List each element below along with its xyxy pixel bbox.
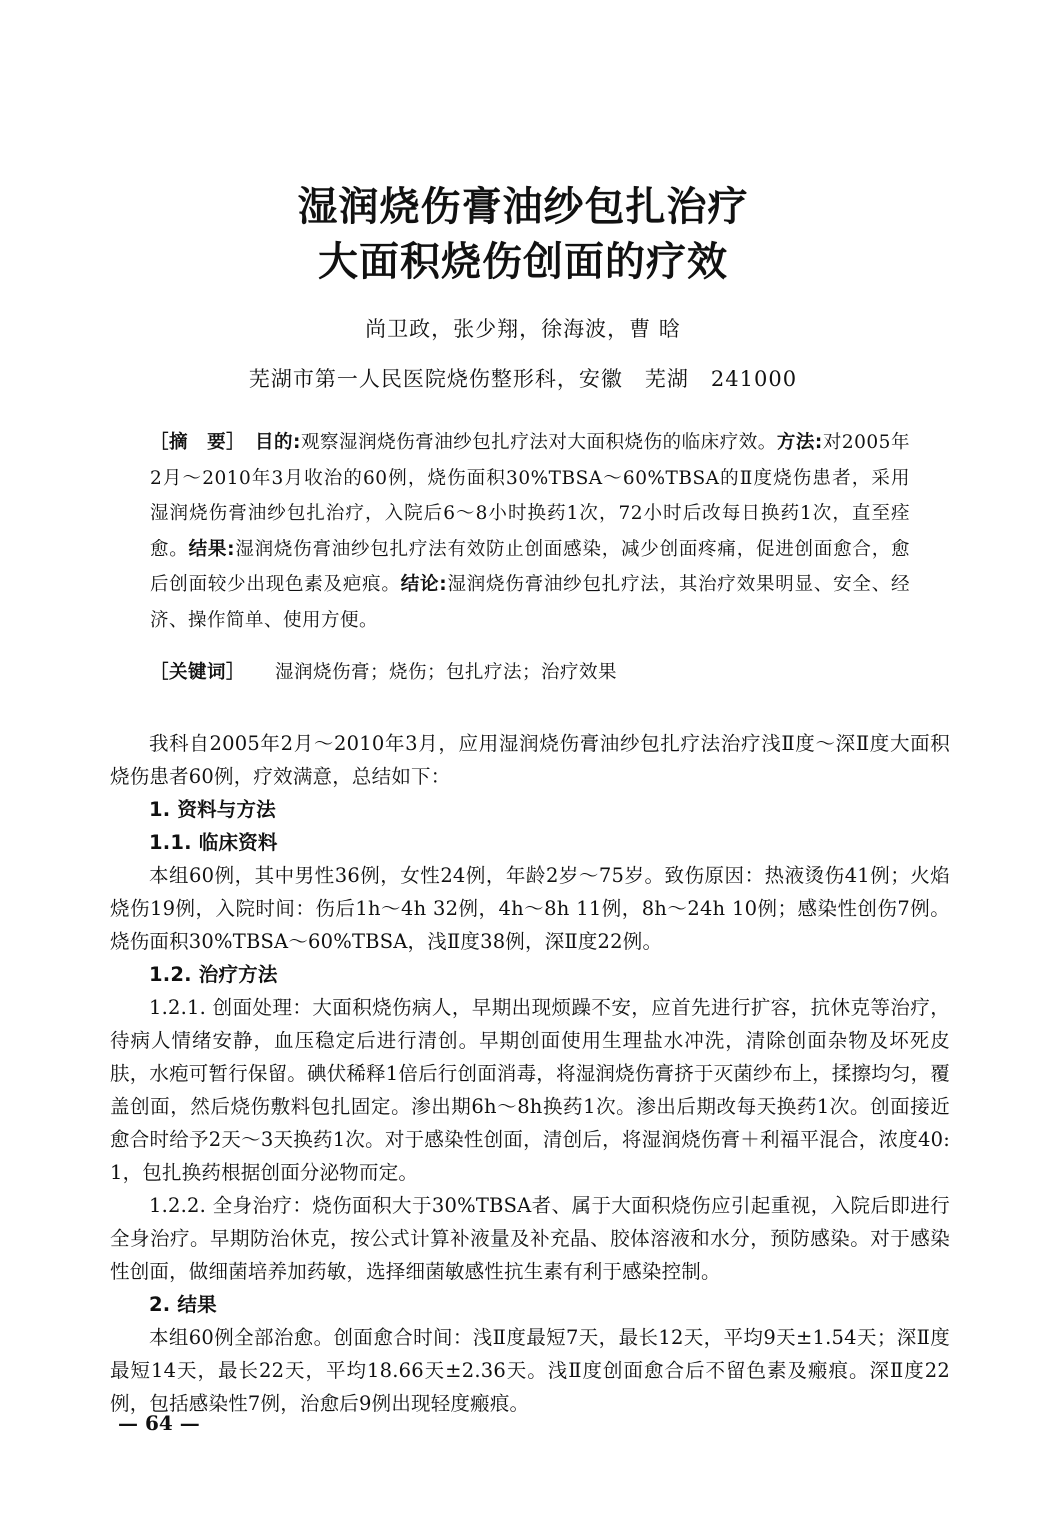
paragraph-systemic-treatment: 1.2.2. 全身治疗：烧伤面积大于30%TBSA者、属于大面积烧伤应引起重视，入院后即进行全身治疗。早期防治休克，按公式计算补液量及补充晶、胶体溶液和水分，预防感染。对于感染性创面，做细菌培养加药敏，选择细菌敏感性抗生素有利于感染控制。 — [110, 1194, 950, 1283]
results-label: 结果: — [188, 538, 236, 560]
keywords-text: 湿润烧伤膏；烧伤；包扎疗法；治疗效果 — [275, 662, 618, 683]
paragraph-clinical-data: 本组60例，其中男性36例，女性24例，年龄2岁～75岁。致伤原因：热液烫伤41例；火焰烧伤19例，入院时间：伤后1h～4h 32例，4h～8h 11例，8h～24h 10例；感染性创伤7例。烧伤面积30%TBSA～60%TBSA，浅Ⅱ度38例，深Ⅱ度22例。 — [110, 864, 950, 953]
paragraph-wound-treatment: 1.2.1. 创面处理：大面积烧伤病人，早期出现烦躁不安，应首先进行扩容，抗休克等治疗，待病人情绪安静，血压稳定后进行清创。早期创面使用生理盐水冲洗，清除创面杂物及坏死皮肤，水疱可暂行保留。碘伏稀释1倍后行创面消毒，将湿润烧伤膏挤于灭菌纱布上，揉擦均匀，覆盖创面，然后烧伤敷料包扎固定。渗出期6h～8h换药1次。渗出后期改每天换药1次。创面接近愈合时给予2天～3天换药1次。对于感染性创面，清创后，将湿润烧伤膏＋利福平混合，浓度40: 1，包扎换药根据创面分泌物而定。 — [110, 996, 951, 1184]
author-list: 尚卫政，张少翔，徐海波，曹 晗 — [365, 317, 681, 341]
section-heading-1-2: 1.2. 治疗方法 — [149, 963, 278, 986]
article-body — [110, 727, 950, 1420]
methods-label: 方法: — [776, 432, 823, 453]
intro-paragraph: 我科自2005年2月～2010年3月，应用湿润烧伤膏油纱包扎疗法治疗浅Ⅱ度～深Ⅱ度大面积烧伤患者60例，疗效满意，总结如下： — [110, 732, 950, 788]
section-heading-1: 1. 资料与方法 — [149, 798, 276, 821]
objective-text: 观察湿润烧伤膏油纱包扎疗法对大面积烧伤的临床疗效。 — [300, 432, 777, 453]
methods-text: 对2005年2月～2010年3月收治的60例，烧伤面积30%TBSA～60%TBSA的Ⅱ度烧伤患者，采用湿润烧伤膏油纱包扎治疗，入院后6～8小时换药1次，72小时后改每日换药1次，直至痊愈。 — [150, 432, 910, 560]
affiliation: 芜湖市第一人民医院烧伤整形科，安徽 芜湖 241000 — [248, 367, 798, 391]
paragraph-results: 本组60例全部治愈。创面愈合时间：浅Ⅱ度最短7天，最长12天，平均9天±1.54天；深Ⅱ度最短14天，最长22天，平均18.66天±2.36天。浅Ⅱ度创面愈合后不留色素及瘢痕。深Ⅱ度22例，包括感染性7例，治愈后9例出现轻度瘢痕。 — [110, 1326, 950, 1415]
conclusion-text: 湿润烧伤膏油纱包扎疗法，其治疗效果明显、安全、经济、操作简单、使用方便。 — [150, 574, 910, 631]
paper-title-line-2: 大面积烧伤创面的疗效 — [318, 239, 728, 285]
keywords-tag: ［关键词］ — [150, 662, 246, 683]
objective-label: 目的: — [254, 432, 301, 453]
results-text: 湿润烧伤膏油纱包扎疗法有效防止创面感染，减少创面疼痛，促进创面愈合，愈后创面较少出现色素及疤痕。 — [150, 538, 910, 595]
abstract — [150, 425, 910, 638]
paper-title-line-1: 湿润烧伤膏油纱包扎治疗 — [297, 184, 749, 230]
section-heading-1-1: 1.1. 临床资料 — [149, 831, 278, 854]
page-number: — 64 — — [118, 1411, 200, 1435]
section-heading-2: 2. 结果 — [149, 1293, 217, 1316]
abstract-tag: ［摘 要］ — [150, 432, 236, 453]
keywords — [150, 658, 910, 684]
conclusion-label: 结论: — [400, 574, 448, 595]
